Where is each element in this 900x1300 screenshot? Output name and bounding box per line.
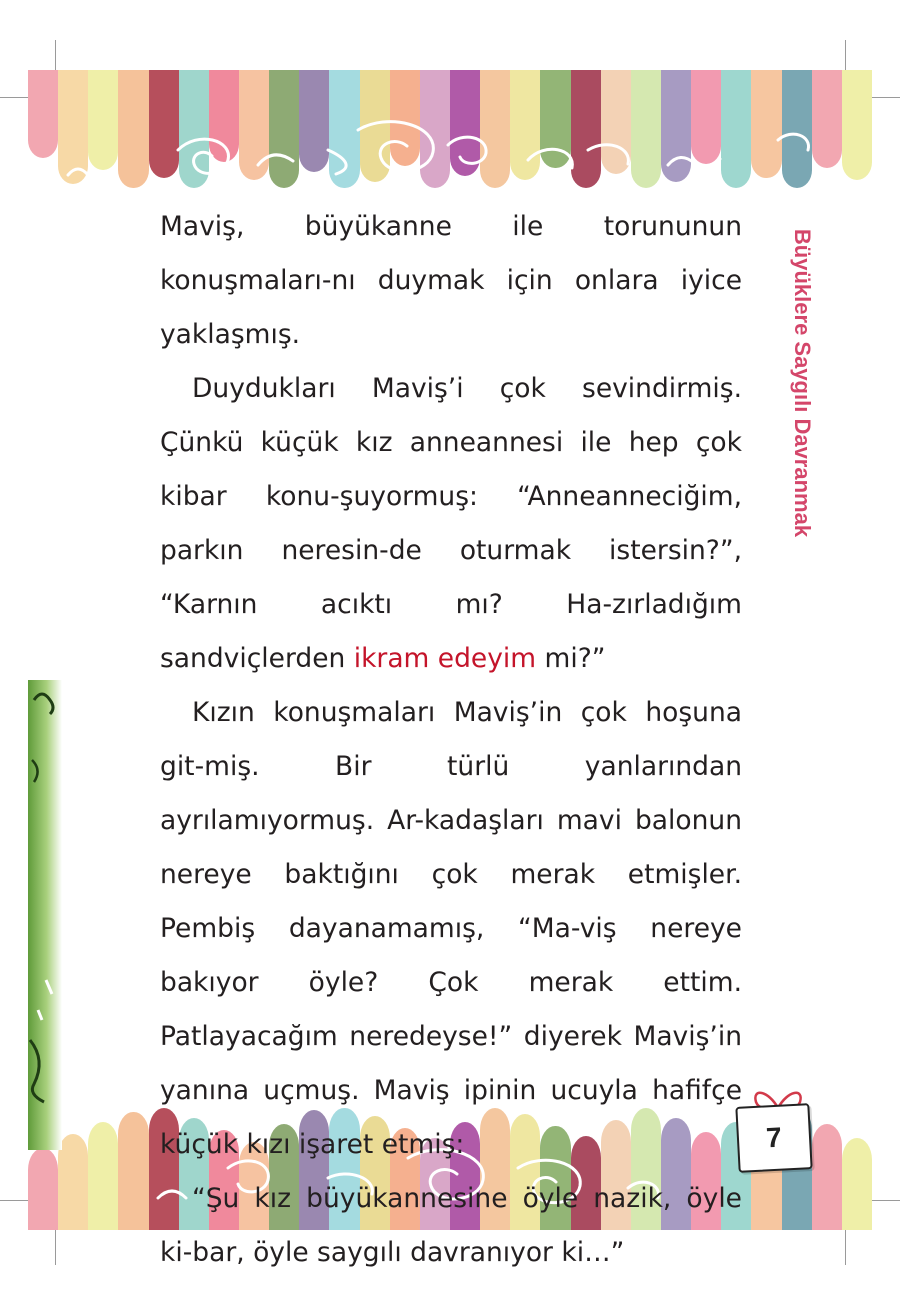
stripe (571, 70, 601, 188)
stripe (209, 70, 239, 162)
stripe (299, 70, 329, 172)
crop-mark-bottom-right-v (845, 1225, 846, 1265)
stripe (450, 70, 480, 176)
story-text (160, 200, 742, 1280)
stripe (390, 70, 420, 166)
paragraph-2-end: mi?” (536, 643, 606, 674)
crop-mark-top-right-h (872, 97, 900, 98)
crop-mark-bottom-right-h (872, 1200, 900, 1201)
crop-mark-top-left-h (0, 97, 28, 98)
paragraph-1: Maviş, büyükanne ile torununun konuşmaları-nı duymak için onlara iyice yaklaşmış. (160, 211, 742, 350)
stripe (269, 70, 299, 188)
left-edge-illustration (28, 680, 62, 1150)
stripe (118, 1112, 148, 1230)
stripe (360, 70, 390, 182)
stripe (28, 70, 58, 158)
page-number: 7 (765, 1121, 783, 1154)
stripe (601, 70, 631, 174)
crop-mark-bottom-left-v (55, 1225, 56, 1265)
stripe (179, 70, 209, 188)
stripe (88, 70, 118, 170)
stripe (58, 70, 88, 184)
stripe (751, 70, 781, 178)
paragraph-4: “Şu kız büyükannesine öyle nazik, öyle ki-bar, öyle saygılı davranıyor ki…” (160, 1183, 742, 1268)
stripe (842, 1138, 872, 1230)
top-decorative-stripes (28, 70, 872, 188)
stripe (540, 70, 570, 168)
paragraph-2-text: Duydukları Maviş’i çok sevindirmiş. Çünkü küçük kız anneannesi ile hep çok kibar konu-şuyormuş: “Anneanneciğim, parkın neresin-de oturmak istersin?”, “Karnın acıktı mı? Ha-zırladığım sandviçlerden (160, 373, 742, 674)
stripe (721, 70, 751, 188)
chapter-side-title: Büyüklere Saygılı Davranmak (790, 228, 815, 538)
stripe (661, 70, 691, 182)
stripe (88, 1122, 118, 1230)
highlighted-phrase: ikram edeyim (353, 643, 537, 674)
stripe (812, 1124, 842, 1230)
stripe (28, 1148, 58, 1230)
stripe (812, 70, 842, 168)
stripe (782, 70, 812, 188)
stripe (329, 70, 359, 188)
paragraph-3: Kızın konuşmaları Maviş’in çok hoşuna git-miş. Bir türlü yanlarından ayrılamıyormuş. Ar-kadaşları mavi balonun nereye baktığını çok merak etmişler. Pembiş dayanamamış, “Ma-viş nereye bakıyor öyle? Çok merak ettim. Patlayacağım neredeyse!” diyerek Maviş’in yanına uçmuş. Maviş ipinin ucuyla hafifçe küçük kızı işaret etmiş: (160, 697, 742, 1160)
stripe (149, 70, 179, 178)
stripe (58, 1134, 88, 1230)
stripe (118, 70, 148, 188)
page-number-gift-box (735, 1103, 812, 1173)
stripe (842, 70, 872, 180)
crop-mark-bottom-left-h (0, 1200, 28, 1201)
stripe (420, 70, 450, 188)
paragraph-2 (160, 362, 742, 686)
stripe (510, 70, 540, 180)
stripe (480, 70, 510, 188)
stripe (239, 70, 269, 180)
stripe (631, 70, 661, 188)
stripe (691, 70, 721, 164)
